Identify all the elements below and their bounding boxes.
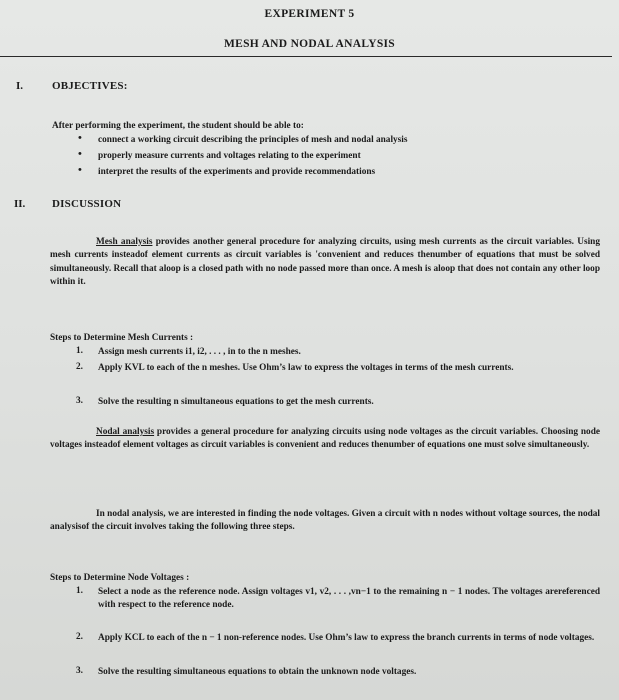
node-step: Apply KCL to each of the n − 1 non-reference nodes. Use Ohm’s law to express the branch currents in terms of node voltages.	[98, 633, 595, 643]
step-number: 1.	[76, 586, 83, 596]
bullet-icon: •	[78, 132, 82, 144]
objective-item: properly measure currents and voltages relating to the experiment	[98, 151, 361, 161]
node-steps-heading: Steps to Determine Node Voltages :	[50, 573, 190, 583]
step-number: 3.	[76, 396, 83, 406]
mesh-step: Apply KVL to each of the n meshes. Use Ohm’s law to express the voltages in terms of the mesh currents.	[98, 363, 514, 373]
nodal-analysis-term: Nodal analysis	[96, 427, 155, 437]
bullet-icon: •	[78, 164, 82, 176]
bullet-icon: •	[78, 148, 82, 160]
mesh-analysis-paragraph: Mesh analysis provides another general procedure for analyzing circuits, using mesh currents as the circuit variables. Using mesh currents insteadof element currents as circuit variables is 'convenient and reduces thenumber of equations that must be solved simultaneously. Recall that aloop is a closed path with no node passed more than once. A mesh is aloop that does not contain any other loop within it.	[50, 237, 600, 287]
node-step: Solve the resulting simultaneous equations to obtain the unknown node voltages.	[98, 667, 417, 677]
experiment-number: EXPERIMENT 5	[264, 8, 355, 20]
nodal-analysis-paragraph: Nodal analysis provides a general procedure for analyzing circuits using node voltages as the circuit variables. Choosing node voltages insteadof element voltages as circuit variables is convenient and reduces thenumber of equations one must solve simultaneously.	[50, 427, 600, 451]
objective-item: interpret the results of the experiments and provide recommendations	[98, 167, 376, 177]
objectives-intro: After performing the experiment, the student should be able to:	[52, 121, 304, 131]
mesh-analysis-term: Mesh analysis	[96, 237, 153, 247]
step-number: 1.	[76, 346, 83, 356]
step-number: 2.	[76, 362, 83, 372]
discussion-heading: DISCUSSION	[52, 198, 122, 210]
objectives-heading: OBJECTIVES:	[52, 80, 128, 92]
section-number-discussion: II.	[14, 198, 26, 210]
step-number: 2.	[76, 632, 83, 642]
nodal-intro-paragraph: In nodal analysis, we are interested in finding the node voltages. Given a circuit with n nodes without voltage sources, the nodal analysisof the circuit involves taking the following three steps.	[50, 509, 600, 533]
objective-item: connect a working circuit describing the principles of mesh and nodal analysis	[98, 135, 408, 145]
node-step: Select a node as the reference node. Assign voltages v1, v2, . . . ,vn−1 to the remaining n − 1 nodes. The voltages arereferenced with respect to the reference node.	[98, 587, 600, 611]
step-number: 3.	[76, 666, 83, 676]
mesh-steps-heading: Steps to Determine Mesh Currents :	[50, 333, 194, 343]
mesh-step: Assign mesh currents i1, i2, . . . , in to the n meshes.	[98, 347, 301, 357]
document-title: MESH AND NODAL ANALYSIS	[223, 38, 396, 50]
title-rule	[0, 56, 612, 57]
mesh-step: Solve the resulting n simultaneous equations to get the mesh currents.	[98, 397, 374, 407]
section-number-objectives: I.	[16, 80, 24, 92]
